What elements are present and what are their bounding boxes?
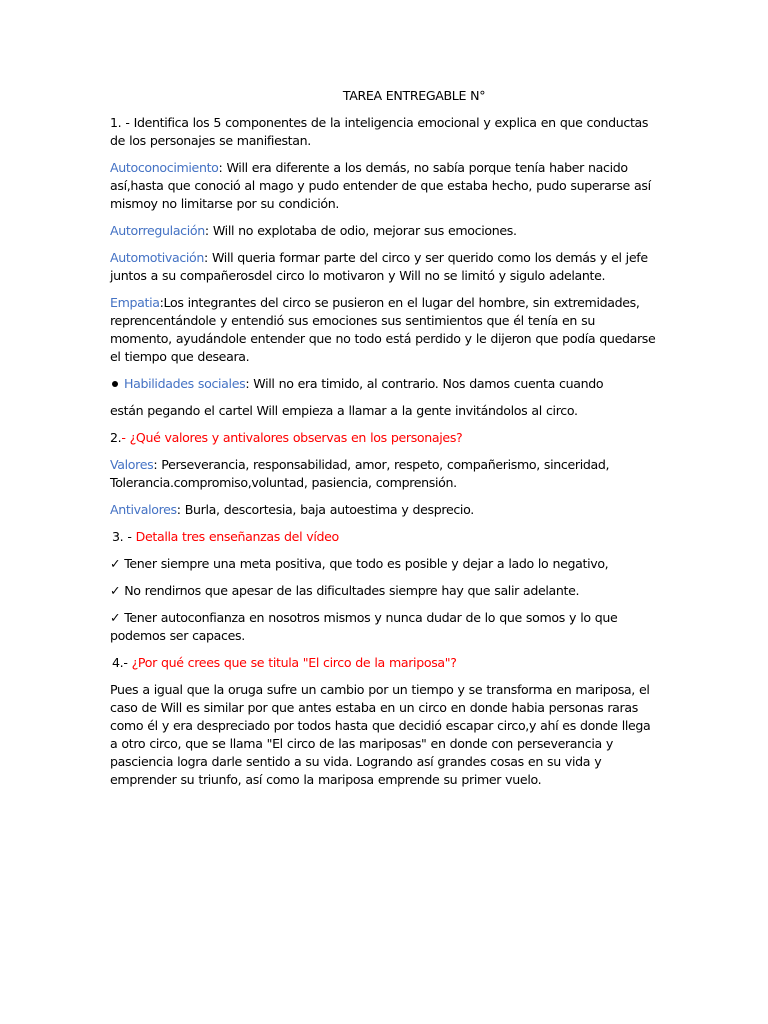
automotivacion-paragraph — [110, 249, 660, 285]
automotivacion-label: Automotivación — [110, 250, 205, 265]
valores-label: Valores — [110, 457, 154, 472]
automotivacion-text: : Will queria formar parte del circo y ser querido como los demás y el jefe juntos a su compañerosdel circo lo motivaron y Will no se limitó y sigulo adelante. — [110, 250, 648, 283]
answer-4: Pues a igual que la oruga sufre un cambio por un tiempo y se transforma en mariposa, el caso de Will es similar por que antes estaba en un circo en donde habia personas raras como él y era despreciado por todos hasta que decidió escapar circo,y ahí es donde llega a otro circo, que se llama "El circo de las mariposas" en donde con perseverancia y pasciencia logra darle sentido a su vida. Logrando así grandes cosas en su vida y emprender su triunfo, así como la mariposa emprende su primer vuelo. — [110, 682, 651, 787]
question-1: 1. - Identifica los 5 componentes de la inteligencia emocional y explica en que conductas de los personajes se manifiestan. — [110, 115, 649, 148]
empatia-label: Empatia — [110, 295, 160, 310]
autoconocimiento-text: : Will era diferente a los demás, no sabía porque tenía haber nacido así,hasta que conoció al mago y pudo entender de que estaba hecho, pudo superarse así mismoy no limitarse por su condición. — [110, 160, 651, 211]
question-3-text: Detalla tres enseñanzas del vídeo — [135, 529, 339, 544]
question-4-number: 4.- — [112, 655, 128, 670]
check-icon: ✓ — [110, 610, 121, 625]
check-icon: ✓ — [110, 583, 121, 598]
document-title: TAREA ENTREGABLE N° — [342, 88, 486, 103]
question-2-text: - ¿Qué valores y antivalores observas en los personajes? — [121, 430, 463, 445]
habilidades-bullet — [110, 375, 660, 393]
ensenanza-3-text: Tener autoconfianza en nosotros mismos y nunca dudar de lo que somos y lo que podemos ser capaces. — [110, 610, 618, 643]
question-2 — [110, 429, 660, 447]
empatia-text: :Los integrantes del circo se pusieron en el lugar del hombre, sin extremidades, reprencentándole y entendió sus emociones sus sentimientos que él tenía en su momento, ayudándole entender que no todo está perdido y le dijeron que podía quedarse el tiempo que deseara. — [110, 295, 656, 364]
ensenanza-1-text: Tener siempre una meta positiva, que todo es posible y dejar a lado lo negativo, — [124, 556, 609, 571]
ensenanza-2-text: No rendirnos que apesar de las dificultades siempre hay que salir adelante. — [124, 583, 580, 598]
valores-text: : Perseverancia, responsabilidad, amor, respeto, compañerismo, sinceridad, Tolerancia.compromiso,voluntad, pasiencia, comprensión. — [110, 457, 610, 490]
bullet-icon — [112, 381, 118, 387]
valores-paragraph — [110, 456, 660, 492]
question-4 — [110, 654, 660, 672]
document-body — [110, 87, 660, 798]
autorregulacion-text: : Will no explotaba de odio, mejorar sus emociones. — [204, 223, 517, 238]
antivalores-text: : Burla, descortesia, baja autoestima y desprecio. — [176, 502, 474, 517]
question-4-text: ¿Por qué crees que se titula "El circo de la mariposa"? — [131, 655, 457, 670]
autorregulacion-paragraph — [110, 222, 660, 240]
autorregulacion-label: Autorregulación — [110, 223, 205, 238]
habilidades-text: : Will no era timido, al contrario. Nos damos cuenta cuando — [245, 376, 604, 391]
check-icon: ✓ — [110, 556, 121, 571]
autoconocimiento-label: Autoconocimiento — [110, 160, 219, 175]
question-3-number: 3. - — [112, 529, 132, 544]
ensenanza-1 — [110, 555, 660, 573]
ensenanza-3 — [110, 609, 660, 645]
autoconocimiento-paragraph — [110, 159, 660, 213]
ensenanza-2 — [110, 582, 660, 600]
antivalores-paragraph — [110, 501, 660, 519]
question-2-number: 2. — [110, 430, 122, 445]
question-3 — [110, 528, 660, 546]
habilidades-continuation: están pegando el cartel Will empieza a llamar a la gente invitándolos al circo. — [110, 403, 578, 418]
habilidades-label: Habilidades sociales — [124, 376, 246, 391]
empatia-paragraph — [110, 294, 660, 366]
antivalores-label: Antivalores — [110, 502, 177, 517]
